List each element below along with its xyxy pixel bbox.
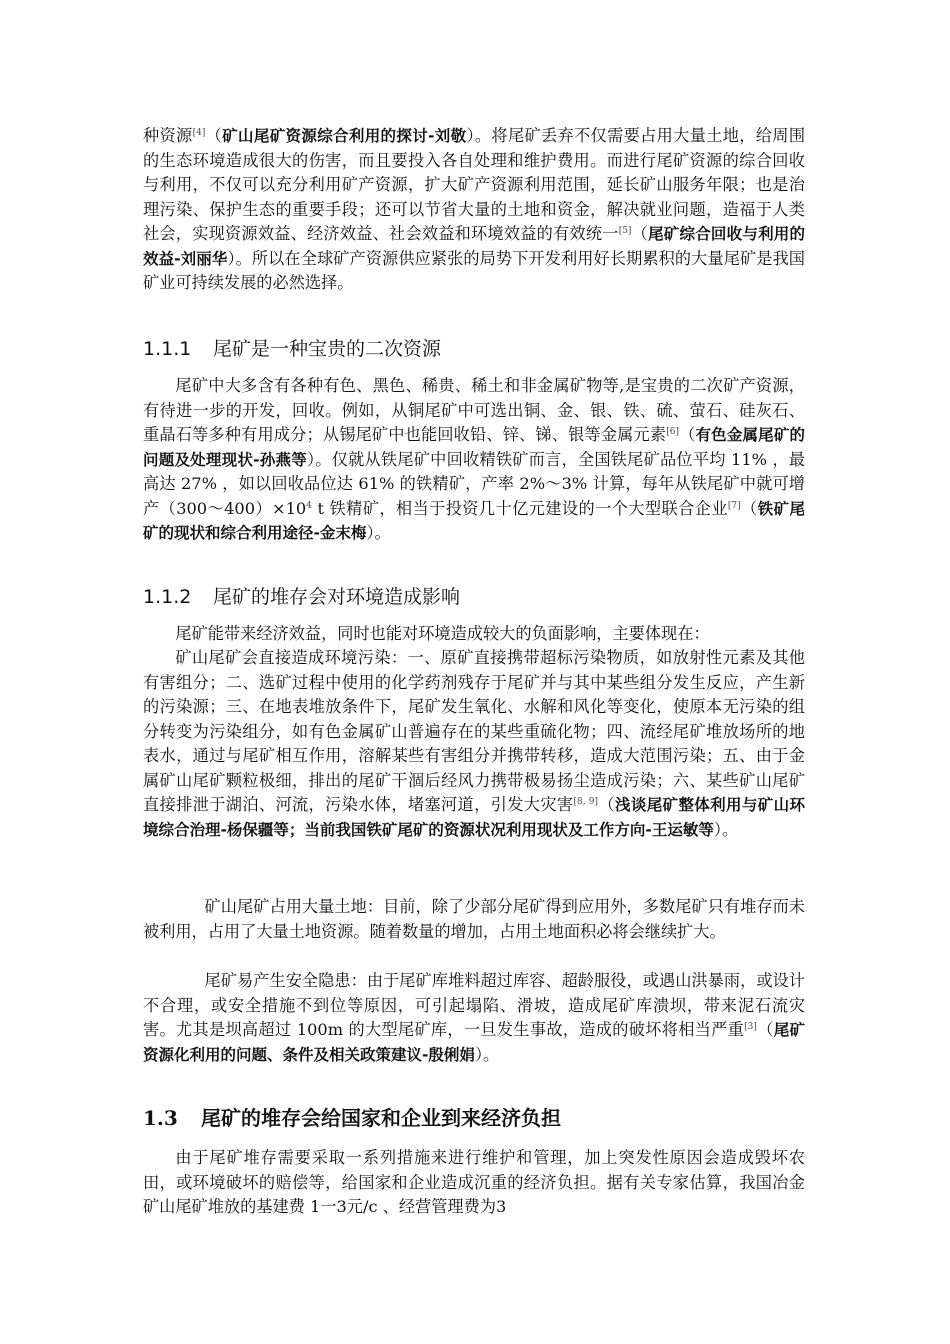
citation-ref[interactable]: [3] bbox=[744, 1022, 757, 1032]
paragraph-economic-burden: 由于尾矿堆存需要采取一系列措施来进行维护和管理，加上突发性原因会造成毁坏农田，或环境破坏的赔偿等，给国家和企业造成沉重的经济负担。据有关专家估算，我国冶金矿山尾矿堆放的基建费 1一3元/c 、经营管理费为3 bbox=[143, 1148, 805, 1216]
text: ）。所以在全球矿产资源供应紧张的局势下开发利用好长期累积的大量尾矿是我国矿业可持续发展的必然选择。 bbox=[143, 248, 805, 292]
section-title: 尾矿的堆存会对环境造成影响 bbox=[213, 586, 461, 608]
text: 矿山尾矿会直接造成环境污染：一、原矿直接携带超标污染物质，如放射性元素及其他有害组分；二、选矿过程中使用的化学药剂残存于尾矿并与其中某些组分发生反应，产生新的污染源；三、在地表堆放条件下，尾矿发生氧化、水解和风化等变化，使原本无污染的组分转变为污染组分，如有色金属矿山普遍存在的某些重硫化物；四、流经尾矿堆放场所的地表水，通过与尾矿相互作用，溶解某些有害组分并携带转移，造成大范围污染；五、由于金属矿山尾矿颗粒极细，排出的尾矿干涸后经风力携带极易扬尘造成污染；六、某些矿山尾矿直接排泄于湖泊、河流，污染水体，堵塞河道，引发大灾害 bbox=[143, 648, 805, 814]
text: （ bbox=[740, 498, 758, 518]
text: （ bbox=[679, 425, 696, 444]
text: ）。 bbox=[366, 523, 391, 542]
text: （ bbox=[756, 1020, 774, 1039]
paragraph-land-occupation: 矿山尾矿占用大量土地：目前，除了少部分尾矿得到应用外，多数尾矿只有堆存而未被利用，占用了大量土地资源。随着数量的增加，占用土地面积必将会继续扩大。 bbox=[143, 897, 805, 941]
citation-ref[interactable]: [7] bbox=[727, 500, 741, 511]
section-heading-1-3 bbox=[143, 1104, 805, 1132]
text: ）。将尾矿丢弃不仅需要占用大量土地，给周围的生态环境造成很大的伤害，而且要投入各自处理和维护费用。而进行尾矿资源的综合回收与利用，不仅可以充分利用矿产资源，扩大矿产资源利用范围，延长矿山服务年限；也是治理污染、保护生态的重要手段；还可以节省大量的土地和资金，解决就业问题，造福于人类社会，实现资源效益、经济效益、社会效益和环境效益的有效统一 bbox=[143, 126, 806, 243]
reference-note: 铁矿尾矿的现状和综合利用途径-金末梅 bbox=[143, 499, 805, 542]
reference-note: 尾矿综合回收与利用的效益-刘丽华 bbox=[143, 225, 806, 268]
citation-ref[interactable]: [6] bbox=[666, 427, 679, 437]
reference-note: 浅谈尾矿整体利用与矿山环境综合治理-杨保疆等；当前我国铁矿尾矿的资源状况利用现状及工作方向-王运敏等 bbox=[143, 796, 806, 839]
text: 种资源 bbox=[143, 126, 193, 145]
reference-note: 有色金属尾矿的问题及处理现状-孙燕等 bbox=[143, 426, 805, 469]
section-heading-1-1-1 bbox=[143, 335, 805, 363]
paragraph-secondary-resource bbox=[143, 374, 805, 546]
section-number: 1.3 bbox=[143, 1106, 178, 1130]
text: ）。 bbox=[474, 1044, 500, 1064]
reference-note: 尾矿资源化利用的问题、条件及相关政策建议-殷俐娟 bbox=[143, 1021, 806, 1064]
text: ）。 bbox=[713, 819, 739, 839]
text: 尾矿易产生安全隐患：由于尾矿库堆料超过库容、超龄服役，或遇山洪暴雨，或设计不合理，或安全措施不到位等原因，可引起塌陷、滑坡，造成尾矿库溃坝，带来泥石流灾害。尤其是坝高超过 100m 的大型尾矿库，一旦发生事故，造成的破坏将相当严重 bbox=[143, 971, 805, 1039]
paragraph-pollution bbox=[143, 646, 805, 842]
section-heading-1-1-2 bbox=[143, 583, 805, 611]
reference-note: 矿山尾矿资源综合利用的探讨-刘敬 bbox=[222, 127, 467, 145]
text: ）。仅就从铁尾矿中回收精铁矿而言，全国铁尾矿品位平均 11% ，最高达 27% ，如以回收品位达 61% 的铁精矿，产率 2%～3% 计算，每年从铁尾矿中就可增产（300～400）×10 bbox=[143, 449, 805, 518]
section-number: 1.1.1 bbox=[143, 338, 192, 360]
section-number: 1.1.2 bbox=[143, 586, 192, 608]
text: （ bbox=[598, 795, 615, 814]
superscript: 4 bbox=[306, 500, 312, 511]
text: （ bbox=[205, 126, 223, 145]
citation-ref[interactable]: [8, 9] bbox=[573, 797, 599, 807]
text: 尾矿中大多含有各种有色、黑色、稀贵、稀土和非金属矿物等,是宝贵的二次矿产资源，有待进一步的开发，回收。例如，从铜尾矿中可选出铜、金、银、铁、硫、萤石、硅灰石、重晶石等多种有用成分；从锡尾矿中也能回收铅、锌、锑、银等金属元素 bbox=[143, 376, 805, 444]
paragraph-safety-hazard bbox=[143, 969, 805, 1067]
text: t 铁精矿，相当于投资几十亿元建设的一个大型联合企业 bbox=[311, 498, 728, 518]
citation-ref[interactable]: [4] bbox=[192, 128, 206, 138]
section-title: 尾矿的堆存会给国家和企业到来经济负担 bbox=[201, 1106, 561, 1130]
paragraph-environment-intro: 尾矿能带来经济效益，同时也能对环境造成较大的负面影响，主要体现在： bbox=[175, 624, 710, 643]
text: （ bbox=[631, 224, 649, 243]
citation-ref[interactable]: [5] bbox=[618, 226, 632, 236]
paragraph-resource-value bbox=[143, 124, 805, 296]
section-title: 尾矿是一种宝贵的二次资源 bbox=[213, 338, 442, 360]
